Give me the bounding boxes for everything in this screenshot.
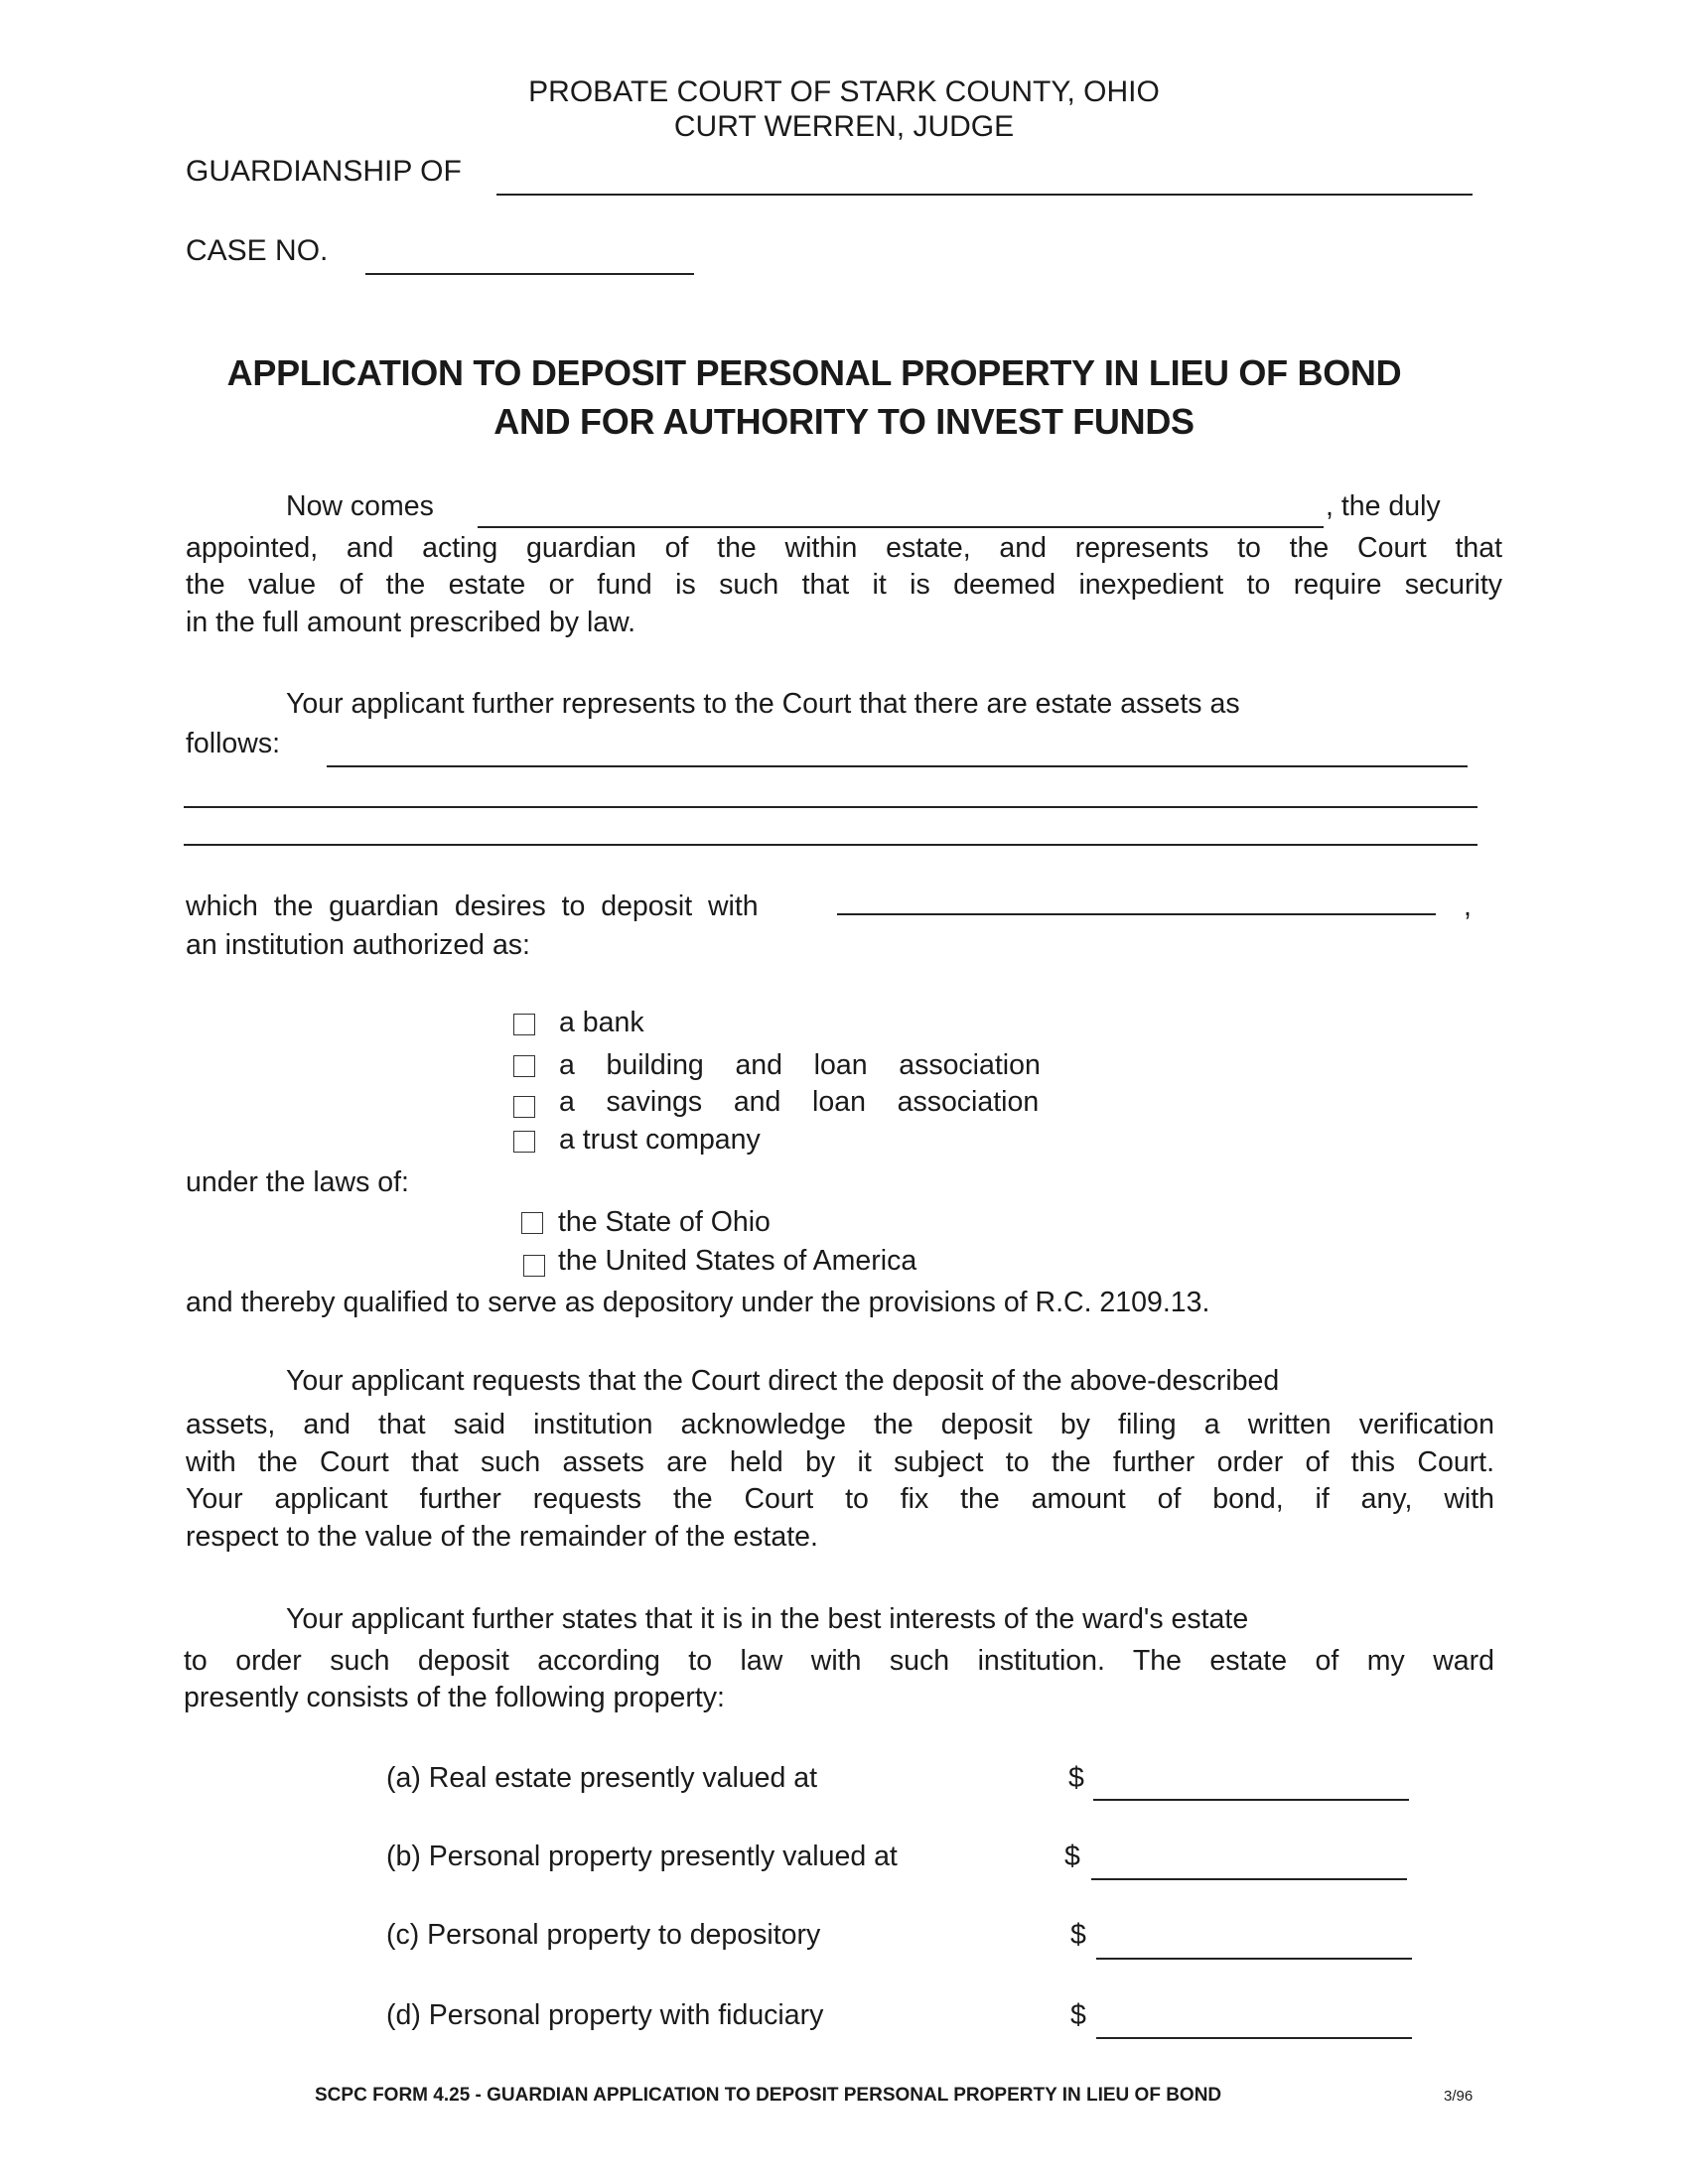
para4-line: with the Court that such assets are held by it subject to the further order of this Court.	[186, 1446, 1494, 1478]
laws-label: under the laws of:	[186, 1166, 409, 1198]
court-name: PROBATE COURT OF STARK COUNTY, OHIO	[528, 75, 1160, 108]
bank-checkbox[interactable]	[513, 1014, 535, 1035]
trust-company-checkbox[interactable]	[513, 1131, 535, 1153]
dollar-sign: $	[1070, 1999, 1086, 2031]
deposit-with-label: which the guardian desires to deposit with	[186, 890, 759, 922]
assets-field-3[interactable]	[184, 844, 1477, 846]
usa-checkbox[interactable]	[523, 1255, 545, 1277]
para4-line: assets, and that said institution acknowledge the deposit by filing a written verification	[186, 1409, 1494, 1440]
real-estate-label: (a) Real estate presently valued at	[386, 1762, 818, 1794]
institution-field[interactable]	[837, 913, 1436, 915]
para1-line: appointed, and acting guardian of the within estate, and represents to the Court that	[186, 532, 1502, 564]
dollar-sign: $	[1068, 1762, 1084, 1794]
depository-property-label: (c) Personal property to depository	[386, 1919, 821, 1951]
form-title-line1: APPLICATION TO DEPOSIT PERSONAL PROPERTY IN LIEU OF BOND	[226, 352, 1402, 393]
state-ohio-checkbox[interactable]	[521, 1212, 543, 1234]
building-loan-label: a building and loan association	[559, 1049, 1041, 1081]
form-title-line2: AND FOR AUTHORITY TO INVEST FUNDS	[493, 401, 1195, 442]
case-number-field[interactable]	[365, 273, 694, 275]
guardianship-field[interactable]	[496, 194, 1473, 196]
judge-name: CURT WERREN, JUDGE	[673, 110, 1015, 143]
para2-line: Your applicant further represents to the Court that there are estate assets as	[286, 688, 1240, 720]
state-ohio-label: the State of Ohio	[558, 1206, 771, 1238]
dollar-sign: $	[1064, 1841, 1080, 1872]
savings-loan-checkbox[interactable]	[513, 1096, 535, 1118]
trust-company-label: a trust company	[559, 1124, 761, 1156]
assets-field-2[interactable]	[184, 806, 1477, 808]
case-number-label: CASE NO.	[186, 234, 329, 267]
comma: ,	[1464, 890, 1472, 922]
follows-label: follows:	[186, 728, 281, 759]
para5-line: Your applicant further states that it is in the best interests of the ward's estate	[286, 1603, 1249, 1635]
now-comes-label: Now comes	[286, 490, 434, 522]
para4-line: Your applicant further requests the Court to fix the amount of bond, if any, with	[186, 1483, 1494, 1515]
para1-last-line: in the full amount prescribed by law.	[186, 607, 636, 638]
assets-field-1[interactable]	[327, 765, 1468, 767]
qualified-text: and thereby qualified to serve as depository under the provisions of R.C. 2109.13.	[186, 1287, 1210, 1318]
para5-line: to order such deposit according to law with such institution. The estate of my ward	[184, 1645, 1494, 1677]
fiduciary-property-value-field[interactable]	[1096, 2037, 1412, 2039]
para1-line: the value of the estate or fund is such that it is deemed inexpedient to require security	[186, 569, 1502, 601]
guardian-name-field[interactable]	[478, 526, 1324, 528]
personal-property-value-field[interactable]	[1091, 1878, 1407, 1880]
dollar-sign: $	[1070, 1919, 1086, 1951]
form-revision: 3/96	[1444, 2088, 1474, 2105]
depository-property-value-field[interactable]	[1096, 1958, 1412, 1960]
para5-last-line: presently consists of the following property:	[184, 1682, 725, 1713]
savings-loan-label: a savings and loan association	[559, 1086, 1040, 1118]
para4-last-line: respect to the value of the remainder of the estate.	[186, 1521, 818, 1553]
institution-authorized-label: an institution authorized as:	[186, 929, 530, 961]
bank-label: a bank	[559, 1007, 644, 1038]
duly-text: , the duly	[1326, 490, 1441, 522]
personal-property-label: (b) Personal property presently valued at	[386, 1841, 898, 1872]
fiduciary-property-label: (d) Personal property with fiduciary	[386, 1999, 824, 2031]
form-footer: SCPC FORM 4.25 - GUARDIAN APPLICATION TO DEPOSIT PERSONAL PROPERTY IN LIEU OF BOND	[315, 2085, 1222, 2106]
building-loan-checkbox[interactable]	[513, 1055, 535, 1077]
guardianship-label: GUARDIANSHIP OF	[186, 155, 462, 188]
para4-line: Your applicant requests that the Court direct the deposit of the above-described	[286, 1365, 1280, 1397]
usa-label: the United States of America	[558, 1245, 917, 1277]
real-estate-value-field[interactable]	[1093, 1799, 1409, 1801]
